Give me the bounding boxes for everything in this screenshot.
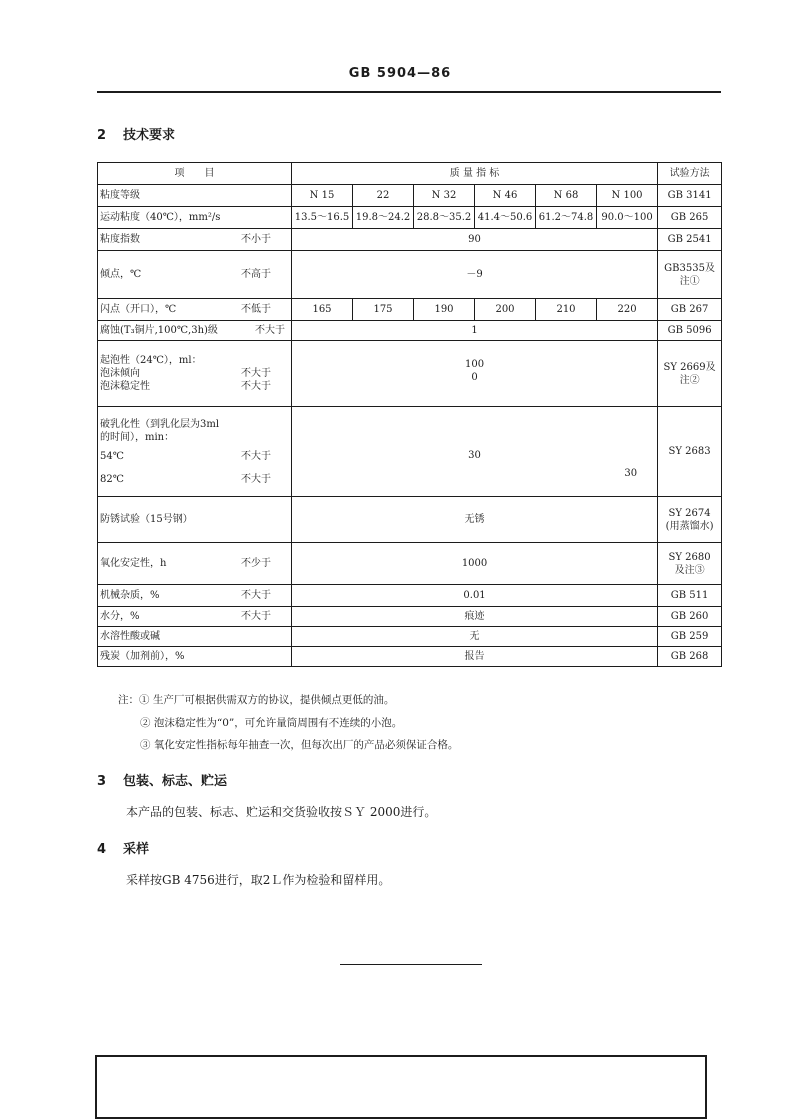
label-pour-point [98, 251, 292, 299]
row-viscosity-index [98, 229, 722, 251]
value-cell: 无 [292, 627, 658, 647]
technical-requirements-table [97, 162, 722, 667]
header-item: 项 目 [98, 163, 292, 185]
row-foaming [98, 341, 722, 407]
section-4-title: 采样 [123, 842, 150, 857]
method-line: GB3535及 [664, 262, 715, 274]
value-cell: －9 [292, 251, 658, 299]
limit-qualifier: 不大于 [241, 473, 271, 485]
method-line: SY 2669及 [663, 361, 716, 373]
end-rule [340, 964, 482, 965]
limit-qualifier: 不低于 [241, 304, 271, 315]
method-line: 注① [679, 275, 700, 287]
grade-cell: 22 [353, 185, 414, 207]
header-quality-index: 质 量 指 标 [292, 163, 658, 185]
grade-cell: N 68 [536, 185, 597, 207]
value-cell: 90 [292, 229, 658, 251]
grade-cell: N 100 [597, 185, 658, 207]
viscosity-cell: 19.8～24.2 [353, 207, 414, 229]
note-2: ② 泡沫稳定性为“0”，可允许量筒周围有不连续的小泡。 [140, 717, 403, 729]
row-demulsibility [98, 407, 722, 497]
item-name-cont: 的时间），min： [100, 431, 175, 443]
value-cell: 0.01 [292, 585, 658, 607]
method-line: 注② [679, 374, 700, 386]
limit-qualifier: 不高于 [241, 269, 271, 280]
viscosity-cell: 41.4～50.6 [475, 207, 536, 229]
bottom-frame [95, 1055, 707, 1119]
method-cell: GB 3141 [658, 185, 722, 207]
foam-tendency-value: 100 [464, 359, 485, 370]
sub-item-name: 泡沫稳定性 [100, 381, 150, 392]
label-flash-point [98, 299, 292, 321]
value-cell: 1000 [292, 543, 658, 585]
label-mechanical-impurities [98, 585, 292, 607]
section-2-heading [97, 124, 175, 143]
label-carbon-residue: 残炭（加剂前），% [98, 647, 292, 667]
row-corrosion [98, 321, 722, 341]
method-line: (用蒸馏水) [665, 520, 714, 532]
viscosity-cell: 90.0～100 [597, 207, 658, 229]
item-name: 腐蚀(T₃铜片,100℃,3h)级 [100, 325, 218, 336]
sub-item-name: 82℃ [100, 473, 124, 485]
method-cell: GB 260 [658, 607, 722, 627]
section-4-body: 采样按GB 4756进行，取2Ｌ作为检验和留样用。 [126, 873, 391, 887]
method-line: 及注③ [674, 564, 705, 576]
section-2-title: 技术要求 [123, 128, 176, 143]
label-water-soluble-acid: 水溶性酸或碱 [98, 627, 292, 647]
method-cell: GB 267 [658, 299, 722, 321]
method-cell: GB 2541 [658, 229, 722, 251]
item-name: 破乳化性（到乳化层为3ml [100, 418, 220, 430]
flash-cell: 220 [597, 299, 658, 321]
row-flash-point [98, 299, 722, 321]
viscosity-cell: 61.2～74.8 [536, 207, 597, 229]
section-3-heading [97, 770, 227, 789]
method-line: SY 2680 [668, 551, 711, 563]
limit-qualifier: 不大于 [241, 611, 271, 622]
grade-cell: N 15 [292, 185, 353, 207]
method-cell [658, 497, 722, 543]
limit-qualifier: 不大于 [241, 381, 271, 392]
label-demulsibility [98, 407, 292, 497]
row-water [98, 607, 722, 627]
value-cell: 无锈 [292, 497, 658, 543]
row-water-soluble-acid [98, 627, 722, 647]
method-cell: GB 268 [658, 647, 722, 667]
viscosity-cell: 13.5～16.5 [292, 207, 353, 229]
method-cell: GB 265 [658, 207, 722, 229]
limit-qualifier: 不小于 [241, 234, 271, 245]
label-oxidation-stability [98, 543, 292, 585]
sub-item-name: 泡沫倾向 [100, 368, 140, 379]
table-header-row [98, 163, 722, 185]
method-cell [658, 543, 722, 585]
section-4-number: 4 [97, 842, 107, 857]
flash-cell: 165 [292, 299, 353, 321]
note-3: ③ 氧化安定性指标每年抽查一次，但每次出厂的产品必须保证合格。 [140, 739, 459, 751]
value-cell [292, 341, 658, 407]
flash-cell: 175 [353, 299, 414, 321]
section-4-heading [97, 838, 149, 857]
item-name: 水分，% [100, 611, 140, 622]
method-line: SY 2674 [668, 507, 711, 519]
item-name: 氧化安定性，h [100, 558, 167, 569]
grade-cell: N 32 [414, 185, 475, 207]
standard-code-header: GB 5904—86 [348, 66, 452, 81]
note-1: 注：① 生产厂可根据供需双方的协议，提供倾点更低的油。 [118, 694, 395, 706]
item-name: 起泡性（24℃），ml： [100, 355, 202, 366]
flash-cell: 190 [414, 299, 475, 321]
value-cell: 痕迹 [292, 607, 658, 627]
limit-qualifier: 不大于 [241, 450, 271, 462]
row-viscosity-grade [98, 185, 722, 207]
method-cell: GB 511 [658, 585, 722, 607]
limit-qualifier: 不大于 [241, 590, 271, 601]
row-pour-point [98, 251, 722, 299]
label-viscosity-grade: 粘度等级 [98, 185, 292, 207]
flash-cell: 200 [475, 299, 536, 321]
item-name: 闪点（开口），℃ [100, 304, 177, 315]
foam-stability-value: 0 [471, 372, 478, 383]
label-corrosion [98, 321, 292, 341]
method-cell: GB 259 [658, 627, 722, 647]
method-cell: GB 5096 [658, 321, 722, 341]
section-3-title: 包装、标志、贮运 [123, 774, 228, 789]
row-kinematic-viscosity [98, 207, 722, 229]
section-2-number: 2 [97, 128, 107, 143]
demulsibility-54-value: 30 [468, 450, 481, 461]
row-carbon-residue [98, 647, 722, 667]
value-cell: 1 [292, 321, 658, 341]
viscosity-cell: 28.8～35.2 [414, 207, 475, 229]
header-test-method: 试验方法 [658, 163, 722, 185]
sub-item-name: 54℃ [100, 450, 124, 462]
header-rule [97, 91, 721, 93]
method-cell: SY 2683 [658, 407, 722, 497]
label-foaming [98, 341, 292, 407]
method-cell [658, 251, 722, 299]
limit-qualifier: 不少于 [241, 558, 271, 569]
item-name: 倾点，℃ [100, 269, 142, 280]
label-kinematic-viscosity: 运动粘度（40℃），mm²/s [98, 207, 292, 229]
value-cell: 报告 [292, 647, 658, 667]
demulsibility-82-value: 30 [624, 468, 638, 479]
limit-qualifier: 不大于 [241, 368, 271, 379]
label-water [98, 607, 292, 627]
grade-cell: N 46 [475, 185, 536, 207]
section-3-number: 3 [97, 774, 107, 789]
row-rust-test [98, 497, 722, 543]
method-cell [658, 341, 722, 407]
value-cell [292, 407, 658, 497]
row-oxidation-stability [98, 543, 722, 585]
section-3-body: 本产品的包装、标志、贮运和交货验收按ＳＹ 2000进行。 [126, 805, 437, 819]
flash-cell: 210 [536, 299, 597, 321]
item-name: 机械杂质，% [100, 590, 160, 601]
row-mechanical-impurities [98, 585, 722, 607]
limit-qualifier: 不大于 [255, 325, 285, 336]
label-rust-test: 防锈试验（15号钢） [98, 497, 292, 543]
item-name: 粘度指数 [100, 234, 140, 245]
label-viscosity-index [98, 229, 292, 251]
